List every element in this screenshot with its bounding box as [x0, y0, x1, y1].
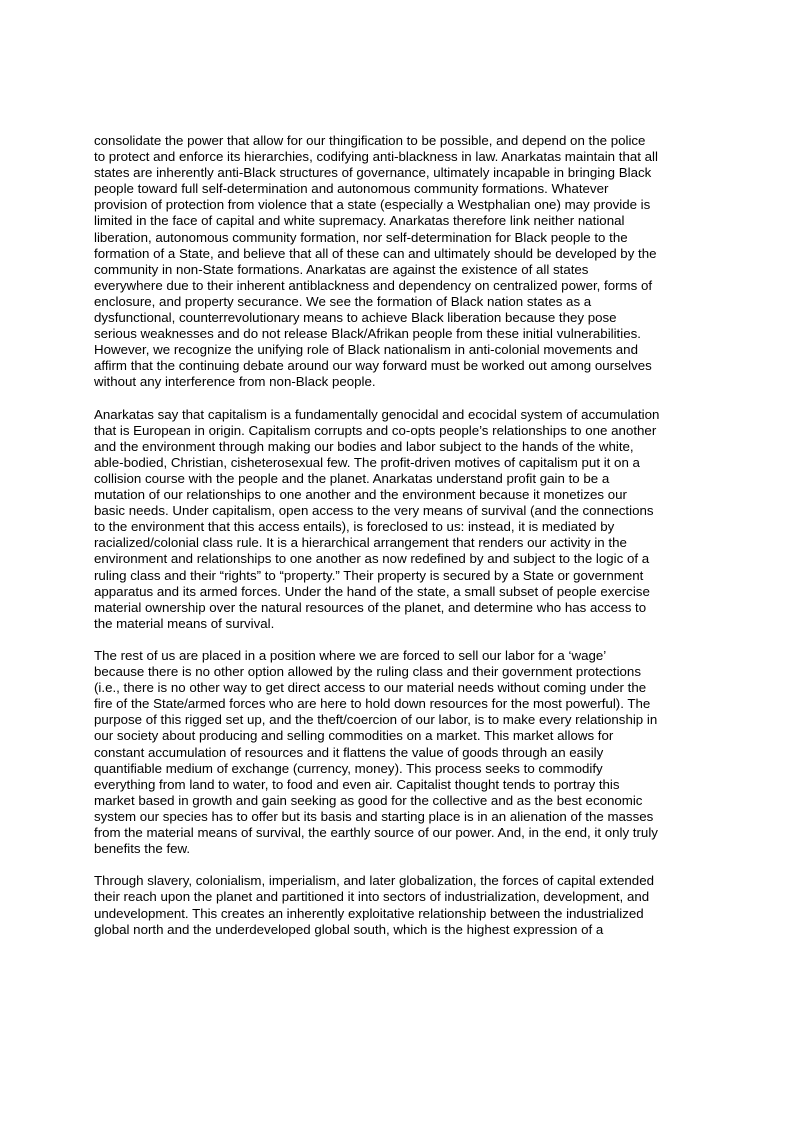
text-line: our society about producing and selling commodities on a market. This market allows for	[94, 728, 614, 744]
text-line: consolidate the power that allow for our thingification to be possible, and depend on the police	[94, 133, 646, 148]
text-line: collision course with the people and the planet. Anarkatas understand profit gain to be a	[94, 470, 610, 486]
text-line: apparatus and its armed forces. Under the hand of the state, a small subset of people exercise	[94, 583, 650, 599]
text-line: quantifiable medium of exchange (currency, money). This process seeks to commodify	[94, 760, 603, 776]
text-line: undevelopment. This creates an inherently exploitative relationship between the industrialized	[94, 905, 644, 921]
text-line: Anarkatas say that capitalism is a fundamentally genocidal and ecocidal system of accumulation	[94, 406, 660, 422]
text-line: constant accumulation of resources and it flattens the value of goods through an easily	[94, 744, 604, 760]
text-line: benefits the few.	[94, 841, 191, 857]
paragraph	[94, 407, 706, 632]
text-line: (i.e., there is no other way to get direct access to our material needs without coming under the	[94, 680, 647, 696]
text-line: limited in the face of capital and white supremacy. Anarkatas therefore link neither national	[94, 213, 625, 229]
text-line: material ownership over the natural resources of the planet, and determine who has access to	[94, 599, 647, 615]
text-line: global north and the underdeveloped global south, which is the highest expression of a	[94, 921, 604, 937]
text-line: fire of the State/armed forces who are here to hold down resources for the most powerful). The	[94, 696, 651, 712]
text-line: states are inherently anti-Black structures of governance, ultimately incapable in bringing Black	[94, 165, 652, 181]
text-line: formation of a State, and believe that all of these can and ultimately should be developed by the	[94, 245, 657, 261]
text-line: basic needs. Under capitalism, open access to the very means of survival (and the connections	[94, 503, 654, 519]
text-line: everything from land to water, to food and even air. Capitalist thought tends to portray this	[94, 776, 620, 792]
text-line: Through slavery, colonialism, imperialism, and later globalization, the forces of capital extended	[94, 873, 654, 889]
text-line: market based in growth and gain seeking as good for the collective and as the best economic	[94, 792, 643, 808]
document-body	[94, 133, 706, 954]
text-line: their reach upon the planet and partitioned it into sectors of industrialization, development, and	[94, 889, 650, 905]
paragraph	[94, 133, 706, 391]
text-line: community in non-State formations. Anarkatas are against the existence of all states	[94, 261, 589, 277]
text-line: everywhere due to their inherent antiblackness and dependency on centralized power, forms of	[94, 277, 653, 293]
paragraph	[94, 648, 706, 857]
text-line: affirm that the continuing debate around our way forward must be worked out among ourselves	[94, 358, 652, 374]
text-line: environment and relationships to one another as now redefined by and subject to the logic of a	[94, 551, 650, 567]
text-line: provision of protection from violence that a state (especially a Westphalian one) may provide is	[94, 197, 651, 213]
text-line: to the environment that this access entails), is foreclosed to us: instead, it is mediated by	[94, 519, 615, 535]
text-line: without any interference from non-Black people.	[94, 374, 376, 390]
text-line: ruling class and their “rights” to “property.” Their property is secured by a State or government	[94, 567, 644, 583]
text-line: system our species has to offer but its basis and starting place is in an alienation of the masses	[94, 808, 654, 824]
text-line: dysfunctional, counterrevolutionary means to achieve Black liberation because they pose	[94, 310, 617, 326]
text-line: purpose of this rigged set up, and the theft/coercion of our labor, is to make every relationship in	[94, 712, 658, 728]
text-line: racialized/colonial class rule. It is a hierarchical arrangement that renders our activity in the	[94, 535, 627, 551]
text-line: from the material means of survival, the earthly source of our power. And, in the end, it only truly	[94, 825, 658, 841]
text-line: and the environment through making our bodies and labor subject to the hands of the white,	[94, 438, 634, 454]
text-line: liberation, autonomous community formation, nor self-determination for Black people to the	[94, 229, 628, 245]
text-line: because there is no other option allowed by the ruling class and their government protections	[94, 664, 641, 680]
text-line: enclosure, and property securance. We see the formation of Black nation states as a	[94, 293, 592, 309]
text-line: people toward full self-determination and autonomous community formations. Whatever	[94, 181, 609, 197]
text-line: that is European in origin. Capitalism corrupts and co-opts people’s relationships to one another	[94, 422, 657, 438]
text-line: However, we recognize the unifying role of Black nationalism in anti-colonial movements and	[94, 342, 638, 358]
text-line: mutation of our relationships to one another and the environment because it monetizes our	[94, 487, 627, 503]
text-line: to protect and enforce its hierarchies, codifying anti-blackness in law. Anarkatas maintain that all	[94, 149, 658, 165]
text-line: The rest of us are placed in a position where we are forced to sell our labor for a ‘wage’	[94, 648, 607, 663]
paragraph	[94, 873, 706, 937]
text-line: serious weaknesses and do not release Black/Afrikan people from these initial vulnerabilities.	[94, 326, 641, 342]
text-line: the material means of survival.	[94, 615, 275, 631]
text-line: able-bodied, Christian, cisheterosexual few. The profit-driven motives of capitalism put it on a	[94, 454, 640, 470]
